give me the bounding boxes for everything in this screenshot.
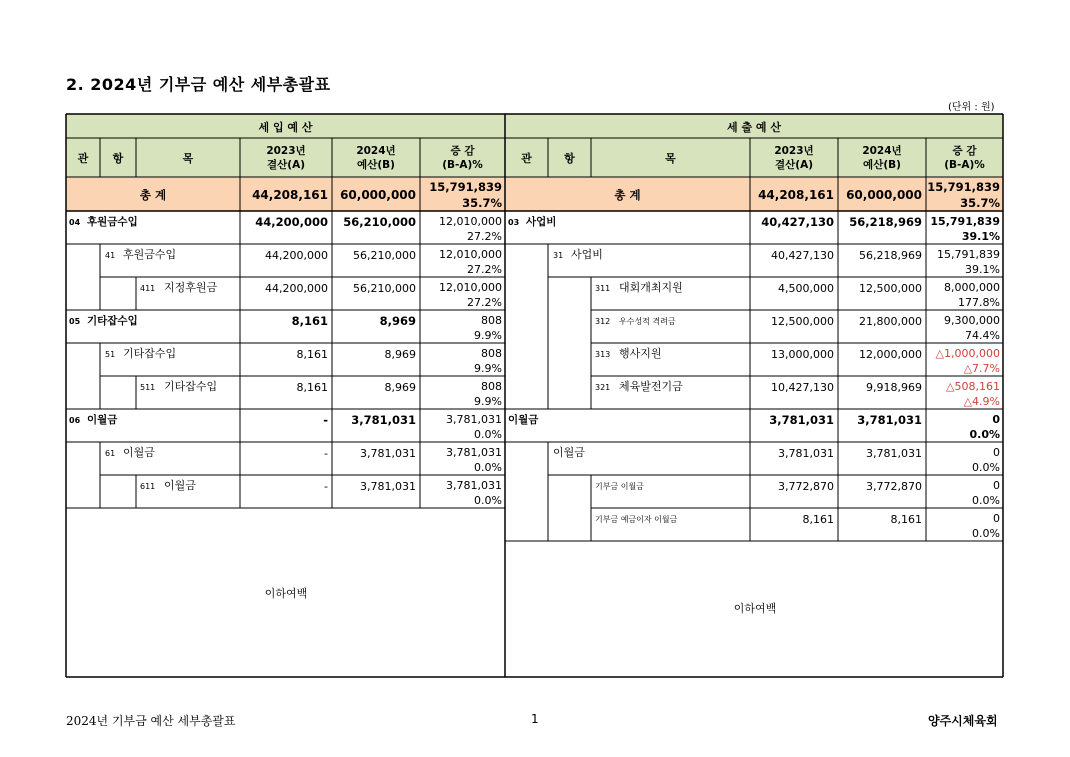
expenditure-total-pct: 35.7%	[960, 196, 1000, 210]
revenue-row-name: 기타잡수입	[87, 315, 138, 327]
revenue-header-gwan: 관	[77, 152, 89, 165]
revenue-row-2024: 8,969	[384, 348, 416, 361]
revenue-row-name: 이월금	[87, 414, 118, 426]
revenue-row-2023: -	[324, 480, 328, 493]
expenditure-row-pct: 0.0%	[969, 428, 1000, 441]
revenue-row-pct: 0.0%	[474, 461, 502, 474]
revenue-row-code: 05	[69, 317, 81, 326]
expenditure-row-2024: 12,500,000	[859, 282, 922, 295]
revenue-row-diff: 12,010,000	[439, 215, 502, 228]
expenditure-row-diff: 0	[993, 512, 1000, 525]
revenue-row-name: 지정후원금	[164, 281, 218, 294]
revenue-row-2023: 44,200,000	[265, 282, 328, 295]
revenue-row-pct: 9.9%	[474, 395, 502, 408]
expenditure-row-2023: 13,000,000	[771, 348, 834, 361]
expenditure-banner: 세 출 예 산	[727, 121, 781, 134]
expenditure-row-pct: 39.1%	[961, 230, 1000, 243]
expenditure-blank-note: 이하여백	[733, 602, 777, 615]
expenditure-row-pct: 0.0%	[972, 527, 1000, 540]
revenue-row-name: 후원금수입	[123, 248, 177, 261]
expenditure-row-2023: 3,781,031	[778, 447, 834, 460]
expenditure-row-pct: 0.0%	[972, 494, 1000, 507]
expenditure-row-2024: 9,918,969	[866, 381, 922, 394]
revenue-total-2024: 60,000,000	[340, 188, 416, 202]
revenue-row-pct: 27.2%	[467, 296, 502, 309]
expenditure-row-name: 이월금	[508, 414, 539, 426]
expenditure-row-2024: 8,161	[890, 513, 922, 526]
revenue-row-2023: 8,161	[291, 314, 328, 328]
revenue-blank-note: 이하여백	[264, 587, 308, 600]
revenue-row-code: 06	[69, 416, 81, 425]
revenue-total-label: 총 계	[139, 188, 167, 202]
expenditure-row-diff: 8,000,000	[944, 281, 1000, 294]
footer-document-title: 2024년 기부금 예산 세부총괄표	[66, 714, 236, 728]
expenditure-row-diff: 0	[993, 446, 1000, 459]
revenue-row-2024: 56,210,000	[353, 282, 416, 295]
expenditure-row-pct: 74.4%	[965, 329, 1000, 342]
expenditure-row-2023: 10,427,130	[771, 381, 834, 394]
expenditure-row-code: 321	[595, 383, 611, 392]
revenue-row-pct: 0.0%	[474, 494, 502, 507]
revenue-row-2023: -	[324, 447, 328, 460]
revenue-row-2024: 8,969	[384, 381, 416, 394]
revenue-row-code: 04	[69, 218, 81, 227]
revenue-row-pct: 9.9%	[474, 329, 502, 342]
revenue-row-name: 이월금	[164, 479, 196, 492]
expenditure-row-2023: 4,500,000	[778, 282, 834, 295]
expenditure-row-diff: 9,300,000	[944, 314, 1000, 327]
revenue-row-2023: 8,161	[296, 381, 328, 394]
expenditure-header-gwan: 관	[521, 152, 532, 165]
revenue-row-diff: 3,781,031	[446, 446, 502, 459]
expenditure-row-2023: 40,427,130	[761, 215, 834, 229]
revenue-header-2023: 2023년	[266, 145, 306, 157]
expenditure-row-2024: 3,781,031	[857, 413, 922, 427]
revenue-header-2024: 예산(B)	[357, 159, 395, 171]
expenditure-row-name: 대회개최지원	[619, 281, 683, 294]
revenue-row-2024: 3,781,031	[351, 413, 416, 427]
expenditure-total-2023: 44,208,161	[758, 188, 834, 202]
expenditure-row-name: 우수성적 격려금	[619, 317, 676, 326]
expenditure-row-code: 312	[595, 317, 611, 326]
expenditure-row-diff: △508,161	[946, 380, 1000, 393]
expenditure-total-label: 총 계	[614, 188, 641, 202]
expenditure-row-name: 사업비	[526, 216, 557, 228]
revenue-header-change: 증 감	[450, 145, 475, 157]
expenditure-row-code: 31	[553, 251, 564, 260]
revenue-row-diff: 3,781,031	[446, 479, 502, 492]
expenditure-row-name: 행사지원	[619, 347, 662, 360]
revenue-row-2024: 3,781,031	[360, 480, 416, 493]
revenue-row-name: 이월금	[123, 446, 155, 459]
revenue-row-code: 61	[105, 449, 116, 458]
expenditure-row-code: 311	[595, 284, 611, 293]
revenue-row-2024: 3,781,031	[360, 447, 416, 460]
revenue-row-pct: 27.2%	[467, 263, 502, 276]
expenditure-row-code: 03	[508, 218, 520, 227]
expenditure-header-hang: 항	[564, 152, 575, 165]
expenditure-header-change: 증 감	[952, 145, 977, 157]
revenue-total-2023: 44,208,161	[252, 188, 328, 202]
expenditure-row-2023: 8,161	[802, 513, 834, 526]
revenue-row-pct: 0.0%	[474, 428, 502, 441]
revenue-row-2023: 44,200,000	[265, 249, 328, 262]
expenditure-row-diff: 0	[993, 479, 1000, 492]
revenue-row-2024: 56,210,000	[353, 249, 416, 262]
expenditure-row-diff: △1,000,000	[935, 347, 1000, 360]
revenue-row-code: 511	[140, 383, 156, 392]
unit-label: (단위 : 원)	[948, 102, 995, 113]
expenditure-row-2024: 3,781,031	[866, 447, 922, 460]
revenue-header-change: (B-A)%	[442, 159, 483, 171]
expenditure-row-pct: 177.8%	[958, 296, 1000, 309]
expenditure-total-2024: 60,000,000	[846, 188, 922, 202]
revenue-row-2024: 56,210,000	[343, 215, 416, 229]
footer-organization: 양주시체육회	[928, 714, 998, 728]
expenditure-row-code: 313	[595, 350, 611, 359]
expenditure-row-2023: 3,772,870	[778, 480, 834, 493]
expenditure-header-2024: 2024년	[862, 145, 902, 157]
expenditure-row-diff: 0	[992, 413, 1000, 426]
expenditure-row-name: 이월금	[553, 446, 585, 459]
expenditure-row-2024: 56,218,969	[859, 249, 922, 262]
revenue-row-2023: 8,161	[296, 348, 328, 361]
expenditure-row-2024: 12,000,000	[859, 348, 922, 361]
revenue-row-2024: 8,969	[379, 314, 416, 328]
expenditure-row-2024: 56,218,969	[849, 215, 922, 229]
revenue-total-pct: 35.7%	[462, 196, 502, 210]
expenditure-row-pct: 39.1%	[965, 263, 1000, 276]
expenditure-row-2023: 12,500,000	[771, 315, 834, 328]
expenditure-header-2023: 결산(A)	[774, 159, 814, 171]
revenue-row-pct: 9.9%	[474, 362, 502, 375]
expenditure-row-pct: △7.7%	[963, 362, 1000, 375]
expenditure-row-pct: 0.0%	[972, 461, 1000, 474]
revenue-row-code: 41	[105, 251, 116, 260]
revenue-row-pct: 27.2%	[467, 230, 502, 243]
expenditure-header-change: (B-A)%	[944, 159, 985, 171]
revenue-row-code: 611	[140, 482, 156, 491]
revenue-row-diff: 808	[481, 347, 502, 360]
page-title: 2. 2024년 기부금 예산 세부총괄표	[66, 75, 331, 94]
revenue-row-diff: 12,010,000	[439, 281, 502, 294]
revenue-row-diff: 808	[481, 314, 502, 327]
revenue-header-2024: 2024년	[356, 145, 396, 157]
expenditure-header-2024: 예산(B)	[863, 159, 901, 171]
revenue-total-diff: 15,791,839	[429, 180, 502, 194]
revenue-row-name: 후원금수입	[87, 216, 138, 228]
revenue-header-hang: 항	[112, 152, 124, 165]
expenditure-row-diff: 15,791,839	[937, 248, 1000, 261]
revenue-row-2023: -	[323, 413, 328, 427]
expenditure-row-name: 사업비	[571, 248, 603, 261]
expenditure-row-2024: 21,800,000	[859, 315, 922, 328]
footer-page-number: 1	[531, 712, 539, 726]
revenue-header-2023: 결산(A)	[266, 159, 306, 171]
revenue-row-2023: 44,200,000	[255, 215, 328, 229]
expenditure-row-2023: 40,427,130	[771, 249, 834, 262]
expenditure-row-2023: 3,781,031	[769, 413, 834, 427]
revenue-header-mok: 목	[182, 152, 194, 165]
revenue-banner: 세 입 예 산	[258, 121, 313, 134]
expenditure-header-mok: 목	[665, 152, 676, 165]
revenue-row-code: 411	[140, 284, 156, 293]
expenditure-row-name: 기부금 이월금	[595, 482, 644, 491]
expenditure-row-name: 체육발전기금	[619, 380, 683, 393]
expenditure-total-diff: 15,791,839	[927, 180, 1000, 194]
expenditure-row-2024: 3,772,870	[866, 480, 922, 493]
revenue-row-diff: 12,010,000	[439, 248, 502, 261]
expenditure-row-pct: △4.9%	[963, 395, 1000, 408]
expenditure-header-2023: 2023년	[774, 145, 814, 157]
expenditure-row-name: 기부금 예금이자 이월금	[595, 515, 678, 524]
revenue-row-diff: 3,781,031	[446, 413, 502, 426]
revenue-row-name: 기타잡수입	[164, 380, 218, 393]
revenue-row-code: 51	[105, 350, 116, 359]
revenue-row-diff: 808	[481, 380, 502, 393]
expenditure-row-diff: 15,791,839	[930, 215, 1000, 228]
revenue-row-name: 기타잡수입	[123, 347, 177, 360]
